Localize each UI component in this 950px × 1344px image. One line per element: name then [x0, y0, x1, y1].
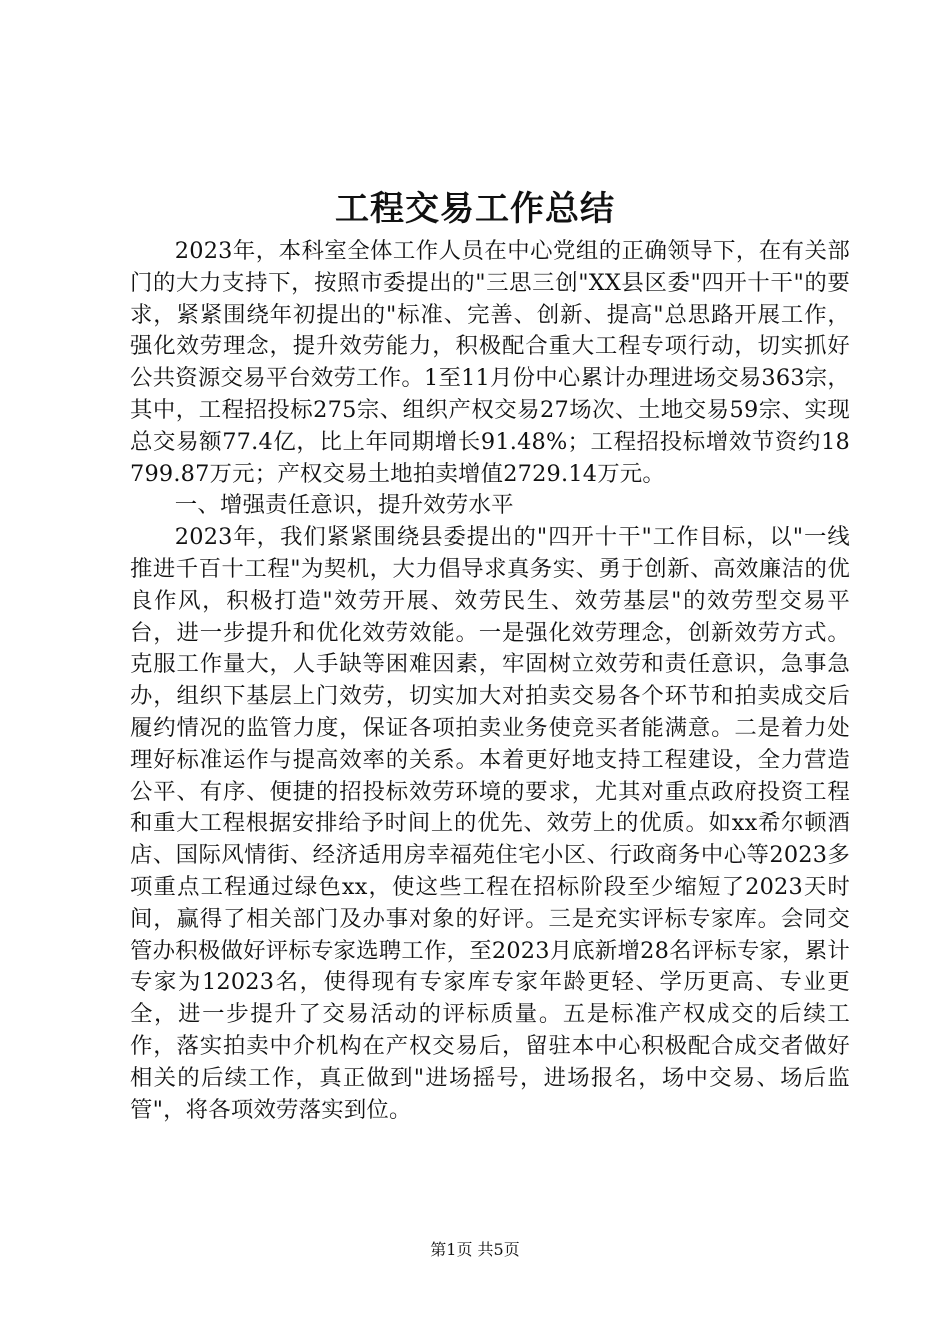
page-indicator: 第1页 共5页	[430, 1240, 520, 1259]
document-body	[130, 236, 850, 1126]
section-heading: 一、增强责任意识，提升效劳水平	[174, 492, 514, 519]
document-title: 工程交易工作总结	[335, 189, 615, 229]
intro-paragraph: 2023年，本科室全体工作人员在中心党组的正确领导下，在有关部门的大力支持下，按照市委提出的"三思三创"XX县区委"四开十干"的要求，紧紧围绕年初提出的"标准、完善、创新、提高"总思路开展工作，强化效劳理念，提升效劳能力，积极配合重大工程专项行动，切实抓好公共资源交易平台效劳工作。1至11月份中心累计办理进场交易363宗，其中，工程招投标275宗、组织产权交易27场次、土地交易59宗、实现总交易额77.4亿，比上年同期增长91.48%；工程招投标增效节资约18799.87万元；产权交易土地拍卖增值2729.14万元。	[130, 238, 850, 487]
section-paragraph: 2023年，我们紧紧围绕县委提出的"四开十干"工作目标，以"一线推进千百十工程"为契机，大力倡导求真务实、勇于创新、高效廉洁的优良作风，积极打造"效劳开展、效劳民生、效劳基层"的效劳型交易平台，进一步提升和优化效劳效能。一是强化效劳理念，创新效劳方式。克服工作量大，人手缺等困难因素，牢固树立效劳和责任意识，急事急办，组织下基层上门效劳，切实加大对拍卖交易各个环节和拍卖成交后履约情况的监管力度，保证各项拍卖业务使竞买者能满意。二是着力处理好标准运作与提高效率的关系。本着更好地支持工程建设，全力营造公平、有序、便捷的招投标效劳环境的要求，尤其对重点政府投资工程和重大工程根据安排给予时间上的优先、效劳上的优质。如xx希尔顿酒店、国际风情街、经济适用房幸福苑住宅小区、行政商务中心等2023多项重点工程通过绿色xx，使这些工程在招标阶段至少缩短了2023天时间，赢得了相关部门及办事对象的好评。三是充实评标专家库。会同交管办积极做好评标专家选聘工作，至2023月底新增28名评标专家，累计专家为12023名，使得现有专家库专家年龄更轻、学历更高、专业更全，进一步提升了交易活动的评标质量。五是标准产权成交的后续工作，落实拍卖中介机构在产权交易后，留驻本中心积极配合成交者做好相关的后续工作，真正做到"进场摇号，进场报名，场中交易、场后监管"，将各项效劳落实到位。	[130, 524, 850, 1123]
